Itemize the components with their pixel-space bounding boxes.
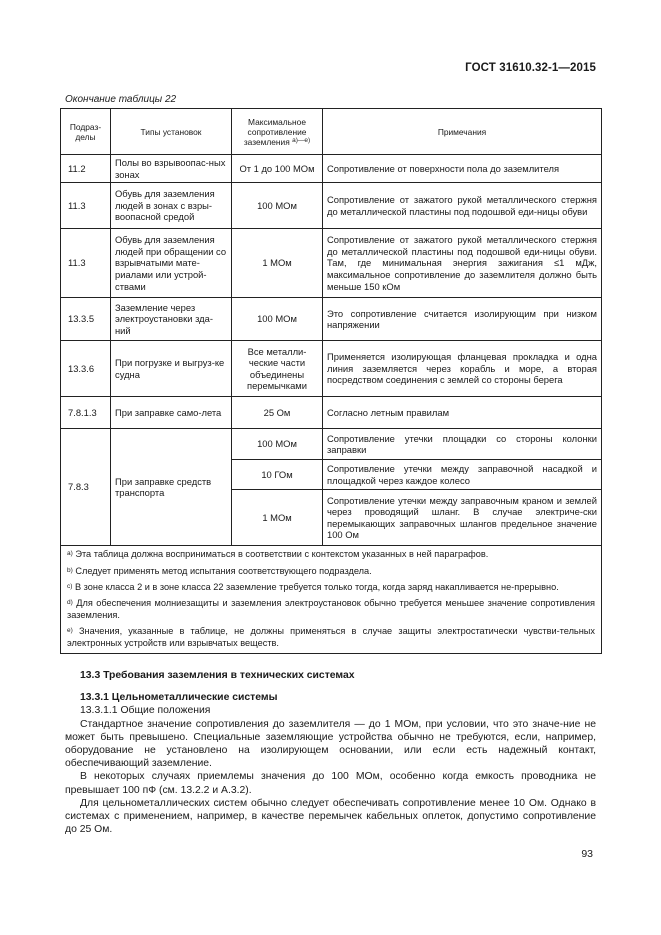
table-caption: Окончание таблицы 22 xyxy=(65,94,177,105)
cell-type: Обувь для заземления людей в зонах с взры-воопасной средой xyxy=(111,183,232,229)
footnote-text: Для обеспечения молниезащиты и заземления электроустановок обычно требуется меньшее значение сопротивления заземления. xyxy=(67,598,595,620)
cell-max: 100 МОм xyxy=(232,183,323,229)
header-max-label: Максимальное сопротивление заземления xyxy=(243,116,307,147)
cell-section: 13.3.5 xyxy=(61,298,111,341)
subsubsection-heading: 13.3.1.1 Общие положения xyxy=(80,705,211,717)
table-row xyxy=(61,341,602,397)
paragraph: Для цельнометаллических систем обычно следует обеспечивать сопротивление менее 10 Ом. Однако в системах с применением, например, в качестве перемычек кабельных оплеток, допустимо сопротивление до 25 Ом. xyxy=(65,797,596,836)
cell-section: 13.3.6 xyxy=(61,341,111,397)
cell-max: Все металли-ческие части объединены перемычками xyxy=(232,341,323,397)
header-max xyxy=(232,109,323,155)
paragraph: Стандартное значение сопротивления до заземлителя — до 1 МОм, при условии, что это значе-ние не может быть превышено. Специальные заземляющие устройства обычно не требуются, если, например, оборудование не установлено на изолирующем основании, или если есть надежный контакт, обеспечивающий заземление. xyxy=(65,718,596,770)
footnotes-cell xyxy=(61,546,602,654)
table-header-row xyxy=(61,109,602,155)
cell-section: 7.8.3 xyxy=(61,429,111,546)
footnote-mark: b) xyxy=(67,566,73,574)
cell-max: 10 ГОм xyxy=(232,460,323,490)
cell-section: 7.8.1.3 xyxy=(61,397,111,429)
footnote xyxy=(67,626,595,649)
cell-type: При погрузке и выгруз-ке судна xyxy=(111,341,232,397)
cell-max: От 1 до 100 МОм xyxy=(232,155,323,183)
footnote xyxy=(67,598,595,621)
footnote-text: Эта таблица должна восприниматься в соответствии с контекстом указанных в ней параграфов. xyxy=(75,549,489,560)
table-row xyxy=(61,229,602,298)
footnote-mark: d) xyxy=(67,599,73,607)
header-section-label: Подраз- делы xyxy=(69,121,102,142)
cell-max: 1 МОм xyxy=(232,229,323,298)
cell-note: Сопротивление от зажатого рукой металлического стержня до металлической пластины под подошвой еди-ницы обуви. Там, где минимальная энергия зажигания ≤1 мДж, максимальное сопротивление до заземлителя должно быть меньше 150 кОм xyxy=(323,229,602,298)
paragraph: В некоторых случаях приемлемы значения до 100 МОм, особенно когда емкость проводника не превышает 100 пФ (см. 13.2.2 и А.3.2). xyxy=(65,771,596,796)
footnote xyxy=(67,582,595,593)
cell-note: Применяется изолирующая фланцевая прокладка и одна линия заземляется через корабль и море, а вторая посредством соединения с землей со стороны берега xyxy=(323,341,602,397)
table-row xyxy=(61,155,602,183)
standard-code: ГОСТ 31610.32-1—2015 xyxy=(465,62,596,74)
cell-note: Сопротивление от зажатого рукой металлического стержня до металлической пластины под подошвой еди-ницы обуви xyxy=(323,183,602,229)
footnote-mark: с) xyxy=(67,583,73,590)
page-number: 93 xyxy=(581,848,593,860)
cell-note: Сопротивление утечки между заправочной насадкой и площадкой через каждое колесо xyxy=(323,460,602,490)
table-row xyxy=(61,429,602,460)
footnote xyxy=(67,566,595,577)
footnote-text: В зоне класса 2 и в зоне класса 22 заземление требуется только тогда, когда заряд накапливается не-прерывно. xyxy=(74,582,559,592)
cell-type: Обувь для заземления людей при обращении со взрывчатыми мате-риалами или устрой-ствами xyxy=(111,229,232,298)
cell-note: Сопротивление утечки между заправочным краном и землей через проводящий шланг. В случае электриче-ски перемыкающих заправочных шлангов предельное значение 100 Ом xyxy=(323,490,602,546)
cell-note: Сопротивление от поверхности пола до заземлителя xyxy=(323,155,602,183)
cell-section: 11.3 xyxy=(61,183,111,229)
grounding-table xyxy=(60,108,602,654)
header-notes-label: Примечания xyxy=(437,126,487,137)
footnote xyxy=(67,549,595,560)
header-type-label: Типы установок xyxy=(140,126,202,137)
header-notes xyxy=(323,109,602,155)
header-section xyxy=(61,109,111,155)
table-row xyxy=(61,298,602,341)
footnote-mark: е) xyxy=(67,627,73,635)
footnote-text: Значения, указанные в таблице, не должны применяться в случае защиты электростатически чувстви-тельных электронных устройств или взрывчатых веществ. xyxy=(67,626,595,648)
table-row xyxy=(61,183,602,229)
cell-note: Сопротивление утечки площадки со стороны колонки заправки xyxy=(323,429,602,460)
cell-type: При заправке средств транспорта xyxy=(111,429,232,546)
cell-max: 100 МОм xyxy=(232,298,323,341)
footnotes-row xyxy=(61,546,602,654)
footnote-text: Следует применять метод испытания соответствующего подраздела. xyxy=(75,565,372,576)
cell-max: 100 МОм xyxy=(232,429,323,460)
header-max-footnote-marks: а)—е) xyxy=(292,136,311,144)
footnote-mark: а) xyxy=(67,550,73,558)
cell-type: Полы во взрывоопас-ных зонах xyxy=(111,155,232,183)
cell-section: 11.3 xyxy=(61,229,111,298)
cell-max: 25 Ом xyxy=(232,397,323,429)
cell-note: Это сопротивление считается изолирующим при низком напряжении xyxy=(323,298,602,341)
table-row xyxy=(61,397,602,429)
section-heading: 13.3 Требования заземления в технических системах xyxy=(80,670,355,681)
cell-type: Заземление через электроустановки зда-ний xyxy=(111,298,232,341)
cell-type: При заправке само-лета xyxy=(111,397,232,429)
cell-section: 11.2 xyxy=(61,155,111,183)
subsection-heading: 13.3.1 Цельнометаллические системы xyxy=(80,692,278,704)
header-type xyxy=(111,109,232,155)
cell-note: Согласно летным правилам xyxy=(323,397,602,429)
body-text xyxy=(65,669,596,836)
cell-max: 1 МОм xyxy=(232,490,323,546)
